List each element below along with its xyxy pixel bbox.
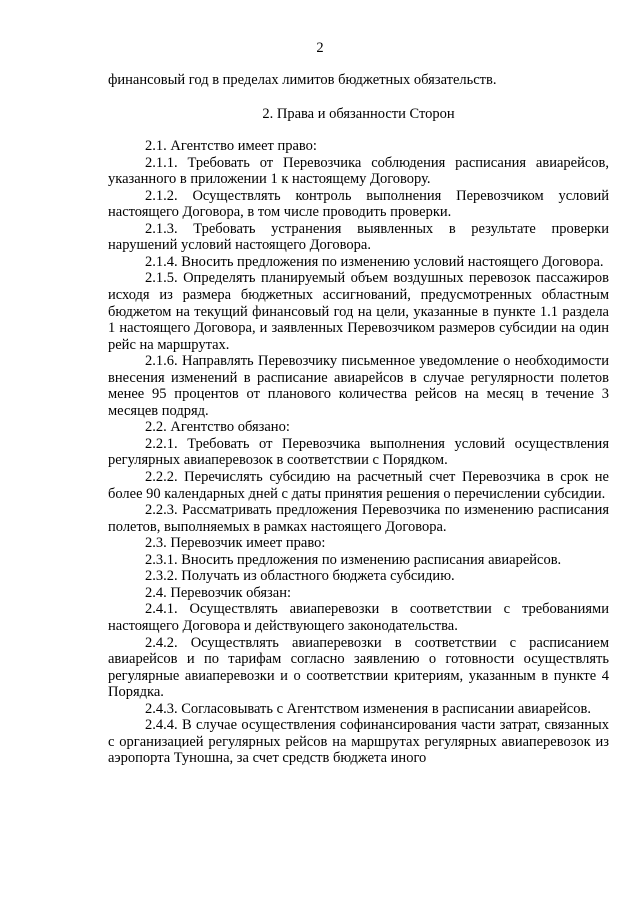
clause-2-1-5: 2.1.5. Определять планируемый объем воздушных перевозок пассажиров исходя из размера бюджетных ассигнований, предусмотренных областным бюджетом на текущий финансовый год на цели, указанные в пункте 1.1 раздела 1 настоящего Договора, и заявленных Перевозчиком размеров субсидии на один рейс на маршрутах. xyxy=(108,270,609,353)
clause-2-4-2: 2.4.2. Осуществлять авиаперевозки в соответствии с расписанием авиарейсов и по тарифам согласно заявлению о готовности осуществлять регулярные авиаперевозки и о соответствии критериям, указанным в пункте 4 Порядка. xyxy=(108,634,609,701)
section-heading: 2. Права и обязанности Сторон xyxy=(262,105,455,122)
clause-2-4: 2.4. Перевозчик обязан: xyxy=(145,584,292,601)
clause-2-2-1: 2.2.1. Требовать от Перевозчика выполнения условий осуществления регулярных авиаперевозок в соответствии с Порядком. xyxy=(108,435,609,469)
clause-2-3-2: 2.3.2. Получать из областного бюджета субсидию. xyxy=(145,568,455,585)
clause-2-4-1: 2.4.1. Осуществлять авиаперевозки в соответствии с требованиями настоящего Договора и действующего законодательства. xyxy=(108,601,609,634)
clause-2-1-2: 2.1.2. Осуществлять контроль выполнения Перевозчиком условий настоящего Договора, в том числе проводить проверки. xyxy=(108,187,609,221)
clause-2-4-3: 2.4.3. Согласовывать с Агентством изменения в расписании авиарейсов. xyxy=(145,700,591,717)
clause-2-1-3: 2.1.3. Требовать устранения выявленных в результате проверки нарушений условий настоящего Договора. xyxy=(108,220,609,254)
document-body xyxy=(108,72,609,767)
clause-2-2-3: 2.2.3. Рассматривать предложения Перевозчика по изменению расписания полетов, выполняемых в рамках настоящего Договора. xyxy=(108,502,609,535)
clause-2-2-2: 2.2.2. Перечислять субсидию на расчетный счет Перевозчика в срок не более 90 календарных дней с даты принятия решения о перечислении субсидии. xyxy=(108,469,609,502)
clause-2-2: 2.2. Агентство обязано: xyxy=(145,419,290,436)
clause-2-1-4: 2.1.4. Вносить предложения по изменению условий настоящего Договора. xyxy=(145,253,604,270)
clause-2-3: 2.3. Перевозчик имеет право: xyxy=(145,535,326,552)
clause-2-1: 2.1. Агентство имеет право: xyxy=(145,138,317,155)
clause-2-1-1: 2.1.1. Требовать от Перевозчика соблюдения расписания авиарейсов, указанного в приложении 1 к настоящему Договору. xyxy=(108,154,609,188)
clause-2-1-6: 2.1.6. Направлять Перевозчику письменное уведомление о необходимости внесения изменений в расписание авиарейсов в случае регулярности полетов менее 95 процентов от планового количества рейсов на месяц в течение 3 месяцев подряд. xyxy=(108,353,609,419)
clause-2-4-4: 2.4.4. В случае осуществления софинансирования части затрат, связанных с организацией регулярных рейсов на маршрутах регулярных авиаперевозок из аэропорта Туношна, за счет средств бюджета иного xyxy=(108,717,609,767)
clause-2-3-1: 2.3.1. Вносить предложения по изменению расписания авиарейсов. xyxy=(145,551,562,568)
page-number: 2 xyxy=(316,40,324,56)
paragraph-continuation: финансовый год в пределах лимитов бюджетных обязательств. xyxy=(108,72,497,88)
